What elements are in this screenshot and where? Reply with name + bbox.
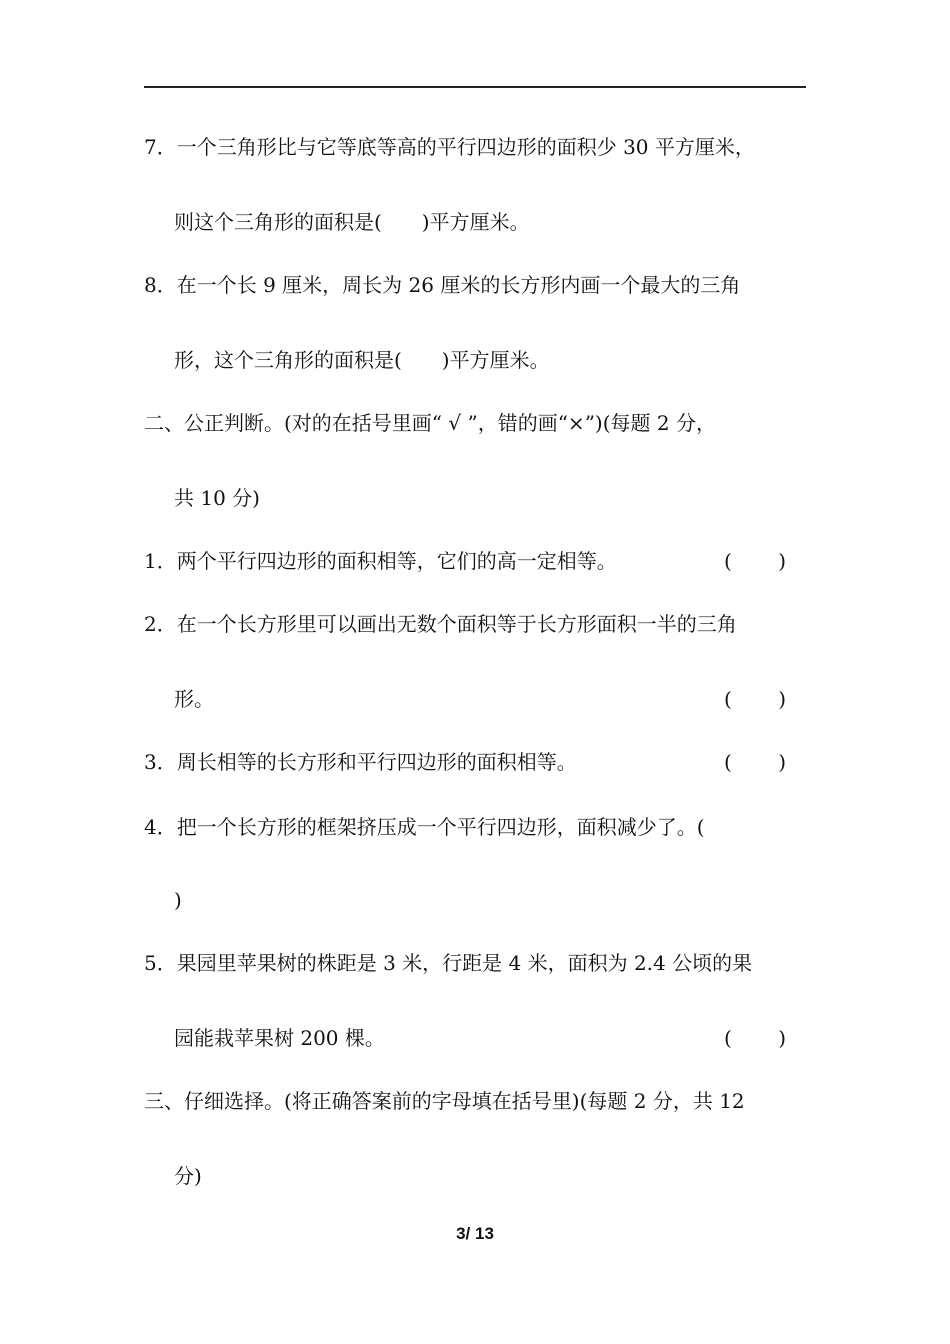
question-7-line-2 bbox=[0, 207, 950, 237]
judgement-4-line-2 bbox=[0, 885, 950, 915]
judgement-5-line-2: 园能栽苹果树 200 棵。 ( ) bbox=[0, 1023, 950, 1053]
judgement-1: 1．两个平行四边形的面积相等，它们的高一定相等。 ( ) bbox=[0, 546, 950, 576]
judgement-2-line-1 bbox=[0, 609, 950, 639]
judgement-3: 3．周长相等的长方形和平行四边形的面积相等。 ( ) bbox=[0, 747, 950, 777]
judgement-4-text: 4．把一个长方形的框架挤压成一个平行四边形，面积减少了。( bbox=[144, 815, 705, 839]
judgement-2-text: 2．在一个长方形里可以画出无数个面积等于长方形面积一半的三角 bbox=[144, 612, 737, 636]
judgement-4-line-1 bbox=[0, 812, 950, 842]
question-8-line-2 bbox=[0, 345, 950, 375]
section-3-title: 三、仔细选择。(将正确答案前的字母填在括号里)(每题 2 分，共 12 bbox=[144, 1089, 745, 1113]
answer-blank-4-close[interactable]: ) bbox=[174, 888, 182, 912]
question-8-line-1 bbox=[0, 270, 950, 300]
judgement-5-text: 5．果园里苹果树的株距是 3 米，行距是 4 米，面积为 2.4 公顷的果 bbox=[144, 951, 753, 975]
judgement-5-line-1 bbox=[0, 948, 950, 978]
section-3-heading-line-2 bbox=[0, 1161, 950, 1191]
question-7-text-cont: 则这个三角形的面积是( )平方厘米。 bbox=[174, 210, 530, 234]
judgement-2-line-2: 形。 ( ) bbox=[0, 684, 950, 714]
judgement-2-text-cont: 形。 bbox=[174, 687, 214, 711]
section-2-title: 二、公正判断。(对的在括号里画“ √ ”，错的画“×”)(每题 2 分， bbox=[144, 411, 716, 435]
section-2-heading-line-2 bbox=[0, 483, 950, 513]
section-2-title-cont: 共 10 分) bbox=[174, 486, 260, 510]
judgement-1-text: 1．两个平行四边形的面积相等，它们的高一定相等。 bbox=[144, 549, 617, 573]
judgement-3-text: 3．周长相等的长方形和平行四边形的面积相等。 bbox=[144, 750, 577, 774]
question-7-line-1 bbox=[0, 132, 950, 162]
question-8-text: 8．在一个长 9 厘米，周长为 26 厘米的长方形内画一个最大的三角 bbox=[144, 273, 741, 297]
header-rule bbox=[144, 86, 806, 88]
section-2-heading bbox=[0, 408, 950, 438]
judgement-5-text-cont: 园能栽苹果树 200 棵。 bbox=[174, 1026, 385, 1050]
question-7-text: 7．一个三角形比与它等底等高的平行四边形的面积少 30 平方厘米， bbox=[144, 135, 755, 159]
question-8-text-cont: 形，这个三角形的面积是( )平方厘米。 bbox=[174, 348, 550, 372]
section-3-heading bbox=[0, 1086, 950, 1116]
page-number: 3/ 13 bbox=[456, 1224, 494, 1243]
section-3-title-cont: 分) bbox=[174, 1164, 202, 1188]
